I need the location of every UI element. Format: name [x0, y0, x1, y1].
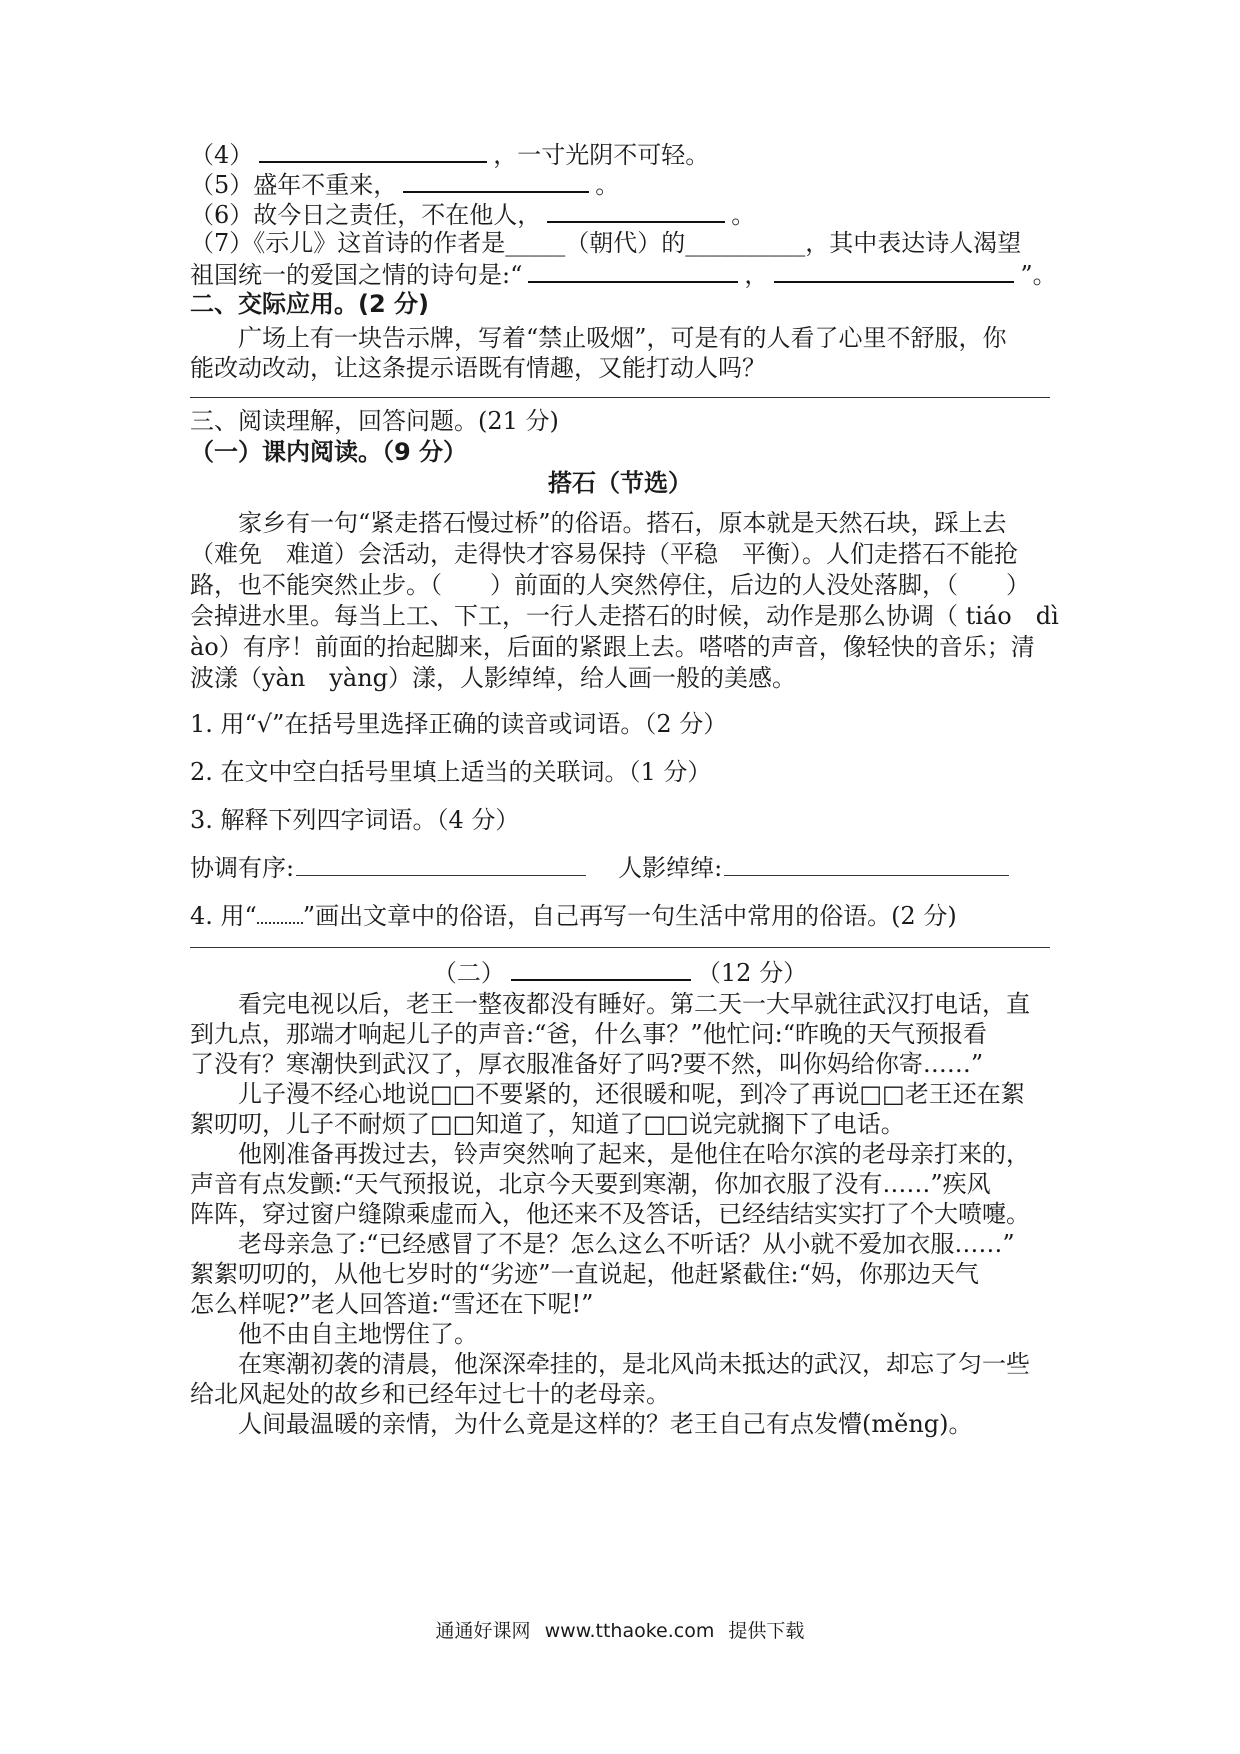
story-line: 老母亲急了:“已经感冒了不是？怎么这么不听话？从小就不爱加衣服……” — [238, 1230, 1015, 1258]
story-line: 他不由自主地愣住了。 — [238, 1320, 478, 1348]
q6-text: 故今日之责任，不在他人， — [253, 201, 542, 229]
story-line: 到九点，那端才响起儿子的声音:“爸，什么事？”他忙问:“昨晚的天气预报看 — [190, 1020, 987, 1048]
reading-question-4-answer-line[interactable] — [190, 947, 1050, 948]
q3-term-b: 人影绰绰: — [618, 854, 723, 882]
passage-line: ào）有序！前面的抬起脚来，后面的紧跟上去。嗒嗒的声音，像轻快的音乐；清 — [190, 633, 1035, 661]
wavy-underline-icon — [257, 902, 303, 924]
q3-term-a: 协调有序: — [190, 854, 295, 882]
q6-answer-blank[interactable] — [547, 197, 725, 223]
question-7-line1: （7）《示儿》这首诗的作者是_____（朝代）的__________，其中表达诗人渴望 — [190, 229, 1022, 257]
q7-prompt: 祖国统一的爱国之情的诗句是:“ — [190, 261, 523, 289]
q6-number: （6） — [190, 201, 254, 229]
story-line: 给北风起处的故乡和已经年过七十的老母亲。 — [190, 1380, 670, 1408]
passage-line: （难免 难道）会活动，走得快才容易保持（平稳 平衡）。人们走搭石不能抢 — [190, 540, 1018, 568]
reading-question-1: 1. 用“√”在括号里选择正确的读音或词语。（2 分） — [190, 710, 728, 738]
q5-end: 。 — [595, 171, 620, 199]
section-3-title: 三、阅读理解，回答问题。(21 分) — [190, 407, 559, 435]
passage-line: 会掉进水里。每当上工、下工，一行人走搭石的时候，动作是那么协调（ tiáo dì — [190, 602, 1059, 630]
q7-end: ”。 — [1020, 261, 1057, 289]
section-2-title: 二、交际应用。(2 分) — [190, 290, 429, 318]
story-line: 他刚准备再拨过去，铃声突然响了起来，是他住在哈尔滨的老母亲打来的， — [238, 1140, 1030, 1168]
passage-line: 家乡有一句“紧走搭石慢过桥”的俗语。搭石，原本就是天然石块，踩上去 — [238, 509, 1007, 537]
section-3-sub2-title — [190, 955, 1050, 990]
passage-title: 搭石（节选） — [548, 469, 692, 497]
q5-text: 盛年不重来， — [253, 171, 398, 199]
q4-prefix: 4. 用“ — [190, 902, 257, 930]
q4-answer-blank[interactable] — [259, 137, 487, 163]
footer-url[interactable]: www.tthaoke.com — [544, 1620, 715, 1642]
q6-end: 。 — [731, 201, 756, 229]
q5-answer-blank[interactable] — [403, 167, 589, 193]
reading-question-3-answers — [190, 852, 1050, 885]
story-line: 絮絮叨叨的，从他七岁时的“劣迹”一直说起，他赶紧截住:“妈，你那边天气 — [190, 1260, 979, 1288]
sub2-title-blank[interactable] — [511, 955, 691, 981]
q5-number: （5） — [190, 171, 254, 199]
sub2-score: （12 分） — [696, 959, 808, 987]
reading-question-4 — [190, 900, 1050, 933]
footer-note: 提供下载 — [728, 1620, 805, 1642]
q7-answer-blank-1[interactable] — [528, 257, 738, 283]
q3-answer-b[interactable] — [724, 853, 1009, 876]
story-line: 儿子漫不经心地说□□不要紧的，还很暖和呢，到冷了再说□□老王还在絮 — [238, 1080, 1025, 1108]
q4-text: ，一寸光阴不可轻。 — [493, 141, 710, 169]
story-line: 看完电视以后，老王一整夜都没有睡好。第二天一大早就往武汉打电话，直 — [238, 990, 1030, 1018]
q7-comma: ， — [744, 261, 769, 289]
section-2-para-line1: 广场上有一块告示牌，写着“禁止吸烟”，可是有的人看了心里不舒服，你 — [238, 324, 1007, 352]
story-line: 在寒潮初袭的清晨，他深深牵挂的，是北风尚未抵达的武汉，却忘了匀一些 — [238, 1350, 1030, 1378]
passage-line: 波漾（yàn yàng）漾，人影绰绰，给人画一般的美感。 — [190, 664, 797, 692]
question-7-line2 — [190, 257, 1057, 292]
story-line: 絮叨叨，儿子不耐烦了□□知道了，知道了□□说完就搁下了电话。 — [190, 1110, 905, 1138]
story-line: 人间最温暖的亲情，为什么竟是这样的？老王自己有点发懵(měng)。 — [238, 1410, 973, 1438]
story-line: 阵阵，穿过窗户缝隙乘虚而入，他还来不及答话，已经结结实实打了个大喷嚏。 — [190, 1200, 1030, 1228]
passage-line: 路，也不能突然止步。（ ）前面的人突然停住，后边的人没处落脚，（ ） — [190, 571, 1030, 599]
section-2-answer-line[interactable] — [190, 397, 1050, 398]
page-footer — [0, 1616, 1240, 1643]
q3-answer-a[interactable] — [296, 853, 586, 876]
story-line: 了没有？寒潮快到武汉了，厚衣服准备好了吗?要不然，叫你妈给你寄……” — [190, 1050, 984, 1078]
section-3-sub1-title: （一）课内阅读。（9 分） — [190, 438, 468, 466]
q7-answer-blank-2[interactable] — [774, 257, 1014, 283]
reading-question-2: 2. 在文中空白括号里填上适当的关联词。（1 分） — [190, 758, 712, 786]
sub2-prefix: （二） — [432, 959, 505, 987]
story-line: 声音有点发颤:“天气预报说，北京今天要到寒潮，你加衣服了没有……”疾风 — [190, 1170, 991, 1198]
footer-site-name: 通通好课网 — [435, 1620, 531, 1642]
q4-suffix: ”画出文章中的俗语，自己再写一句生活中常用的俗语。(2 分) — [302, 902, 957, 930]
q4-number: （4） — [190, 141, 254, 169]
reading-question-3: 3. 解释下列四字词语。（4 分） — [190, 806, 520, 834]
section-2-para-line2: 能改动改动，让这条提示语既有情趣，又能打动人吗？ — [190, 354, 766, 382]
story-line: 怎么样呢?”老人回答道:“雪还在下呢!” — [190, 1290, 594, 1318]
